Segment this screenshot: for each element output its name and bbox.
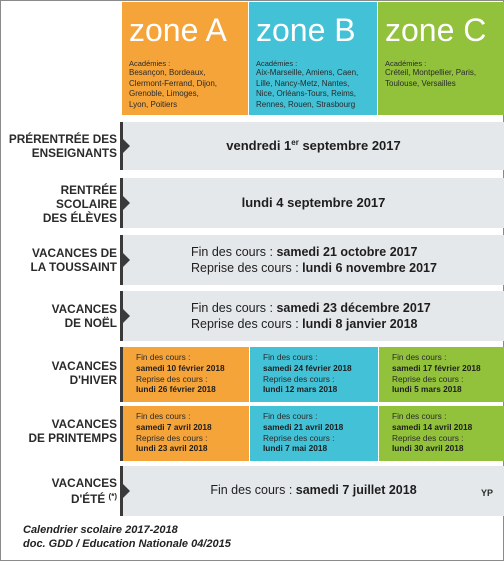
zone-c-academies-line: Créteil, Montpellier, Paris, (385, 68, 477, 77)
zone-b-academies-line: Lille, Nancy-Metz, Nantes, (256, 78, 350, 88)
row-label-line: VACANCES DE (32, 246, 117, 260)
end-value: samedi 17 février 2018 (392, 362, 481, 373)
row-label-line: SCOLAIRE (56, 197, 117, 211)
row-bar-prerentree (120, 122, 504, 170)
end-value: samedi 10 février 2018 (136, 362, 225, 373)
end-label: Fin des cours : (136, 411, 191, 421)
end-label: Fin des cours : (210, 483, 296, 497)
end-label: Fin des cours : (392, 411, 447, 421)
zone-c-academies-label: Académies : (385, 59, 427, 68)
resume-value: lundi 8 janvier 2018 (302, 317, 418, 331)
row-label-line: D'HIVER (69, 373, 117, 387)
zone-b-academies-line: Nice, Orléans-Tours, Reims, (256, 89, 357, 98)
end-value: samedi 14 avril 2018 (392, 421, 473, 432)
end-value: samedi 24 février 2018 (263, 362, 352, 373)
zone-c-academies (385, 68, 476, 89)
resume-value: lundi 26 février 2018 (136, 384, 216, 395)
row-label-line: ENSEIGNANTS (31, 146, 117, 160)
row-bar-ete (120, 466, 504, 516)
end-value: samedi 23 décembre 2017 (276, 301, 431, 315)
zone-b-academies-label: Académies : (256, 59, 298, 68)
row-label-line: VACANCES (51, 359, 117, 373)
zone-b-header (249, 2, 377, 115)
row-bar-noel (120, 291, 504, 341)
resume-label: Reprise des cours : (191, 261, 303, 275)
row-label-line: VACANCES (51, 302, 117, 316)
printemps-zone-a-cell (123, 406, 249, 461)
zone-c-header (378, 2, 504, 115)
rentree-date: lundi 4 septembre 2017 (241, 195, 386, 210)
zone-c-title: zone C (385, 12, 487, 48)
prerentree-date-main: vendredi 1 (226, 138, 292, 153)
end-value: samedi 21 octobre 2017 (276, 245, 418, 259)
toussaint-dates (191, 244, 437, 276)
zone-b-title: zone B (256, 12, 356, 48)
caption-line: Calendrier scolaire 2017-2018 (23, 524, 178, 536)
row-bar-rentree (120, 178, 504, 228)
row-label-line: PRÉRENTRÉE DES (8, 132, 117, 146)
resume-label: Reprise des cours : (136, 432, 208, 443)
row-label-line: VACANCES (51, 476, 117, 490)
row-label-rentree (1, 183, 117, 225)
zone-a-academies-line: Lyon, Poitiers (129, 99, 178, 109)
row-label-line: RENTRÉE (60, 183, 117, 197)
noel-resume (191, 316, 431, 332)
noel-end (191, 300, 431, 316)
row-label-noel (1, 302, 117, 330)
resume-value: lundi 6 novembre 2017 (302, 261, 437, 275)
resume-label: Reprise des cours : (136, 373, 208, 384)
row-label-ete (1, 476, 117, 506)
noel-dates (191, 300, 431, 332)
end-label: Fin des cours : (263, 411, 318, 421)
hiver-zone-a-cell (123, 347, 249, 402)
resume-value: lundi 5 mars 2018 (392, 384, 462, 395)
zone-a-academies-line: Besançon, Bordeaux, (129, 68, 206, 77)
resume-value: lundi 23 avril 2018 (136, 443, 208, 454)
ete-dates (123, 483, 504, 497)
prerentree-date-sup: er (291, 138, 299, 147)
end-value: samedi 7 avril 2018 (136, 421, 212, 432)
printemps-zone-c-cell (379, 406, 504, 461)
prerentree-date-rest: septembre 2017 (298, 138, 401, 153)
row-label-line (1, 490, 117, 506)
footnote-mark: (*) (108, 492, 117, 501)
end-label: Fin des cours : (392, 352, 447, 362)
zone-a-academies-line: Clermont-Ferrand, Dijon, (129, 78, 218, 88)
end-label: Fin des cours : (136, 352, 191, 362)
row-label-ete-text: D'ÉTÉ (70, 492, 106, 506)
zone-c-academies-line: Toulouse, Versailles (385, 78, 456, 88)
row-label-line: DES ÉLÈVES (42, 211, 117, 225)
end-label: Fin des cours : (191, 245, 277, 259)
end-value: samedi 21 avril 2018 (263, 421, 344, 432)
hiver-zone-c-cell (379, 347, 504, 402)
row-bar-printemps (120, 406, 504, 461)
toussaint-end (191, 244, 437, 260)
zone-b-academies-line: Rennes, Rouen, Strasbourg (256, 99, 356, 109)
prerentree-date (123, 138, 504, 153)
resume-value: lundi 7 mai 2018 (263, 443, 328, 454)
hiver-zone-b-cell (250, 347, 378, 402)
printemps-zone-b-cell (250, 406, 378, 461)
zone-a-title: zone A (129, 12, 227, 48)
zone-a-academies-line: Grenoble, Limoges, (129, 89, 199, 98)
row-label-line: DE NOËL (64, 316, 117, 330)
zone-a-academies-label: Académies : (129, 59, 171, 68)
resume-label: Reprise des cours : (263, 373, 335, 384)
row-label-printemps (1, 417, 117, 445)
row-bar-toussaint (120, 235, 504, 285)
toussaint-resume (191, 260, 437, 276)
resume-label: Reprise des cours : (392, 432, 464, 443)
watermark: YP (481, 488, 494, 498)
row-label-prerentree (1, 132, 117, 160)
zone-a-academies (129, 68, 217, 110)
zone-b-academies-line: Aix-Marseille, Amiens, Caen, (256, 68, 359, 77)
caption-line: doc. GDD / Education Nationale 04/2015 (23, 538, 231, 550)
row-label-line: DE PRINTEMPS (28, 431, 117, 445)
resume-label: Reprise des cours : (191, 317, 303, 331)
row-bar-hiver (120, 347, 504, 402)
row-label-line: VACANCES (51, 417, 117, 431)
caption (23, 523, 231, 551)
end-value: samedi 7 juillet 2018 (295, 483, 417, 497)
zone-a-header (122, 2, 248, 115)
row-label-toussaint (1, 246, 117, 274)
resume-label: Reprise des cours : (392, 373, 464, 384)
end-label: Fin des cours : (191, 301, 277, 315)
row-label-line: LA TOUSSAINT (30, 260, 117, 274)
resume-value: lundi 30 avril 2018 (392, 443, 464, 454)
zone-b-academies (256, 68, 358, 110)
resume-label: Reprise des cours : (263, 432, 335, 443)
row-label-hiver (1, 359, 117, 387)
end-label: Fin des cours : (263, 352, 318, 362)
resume-value: lundi 12 mars 2018 (263, 384, 338, 395)
